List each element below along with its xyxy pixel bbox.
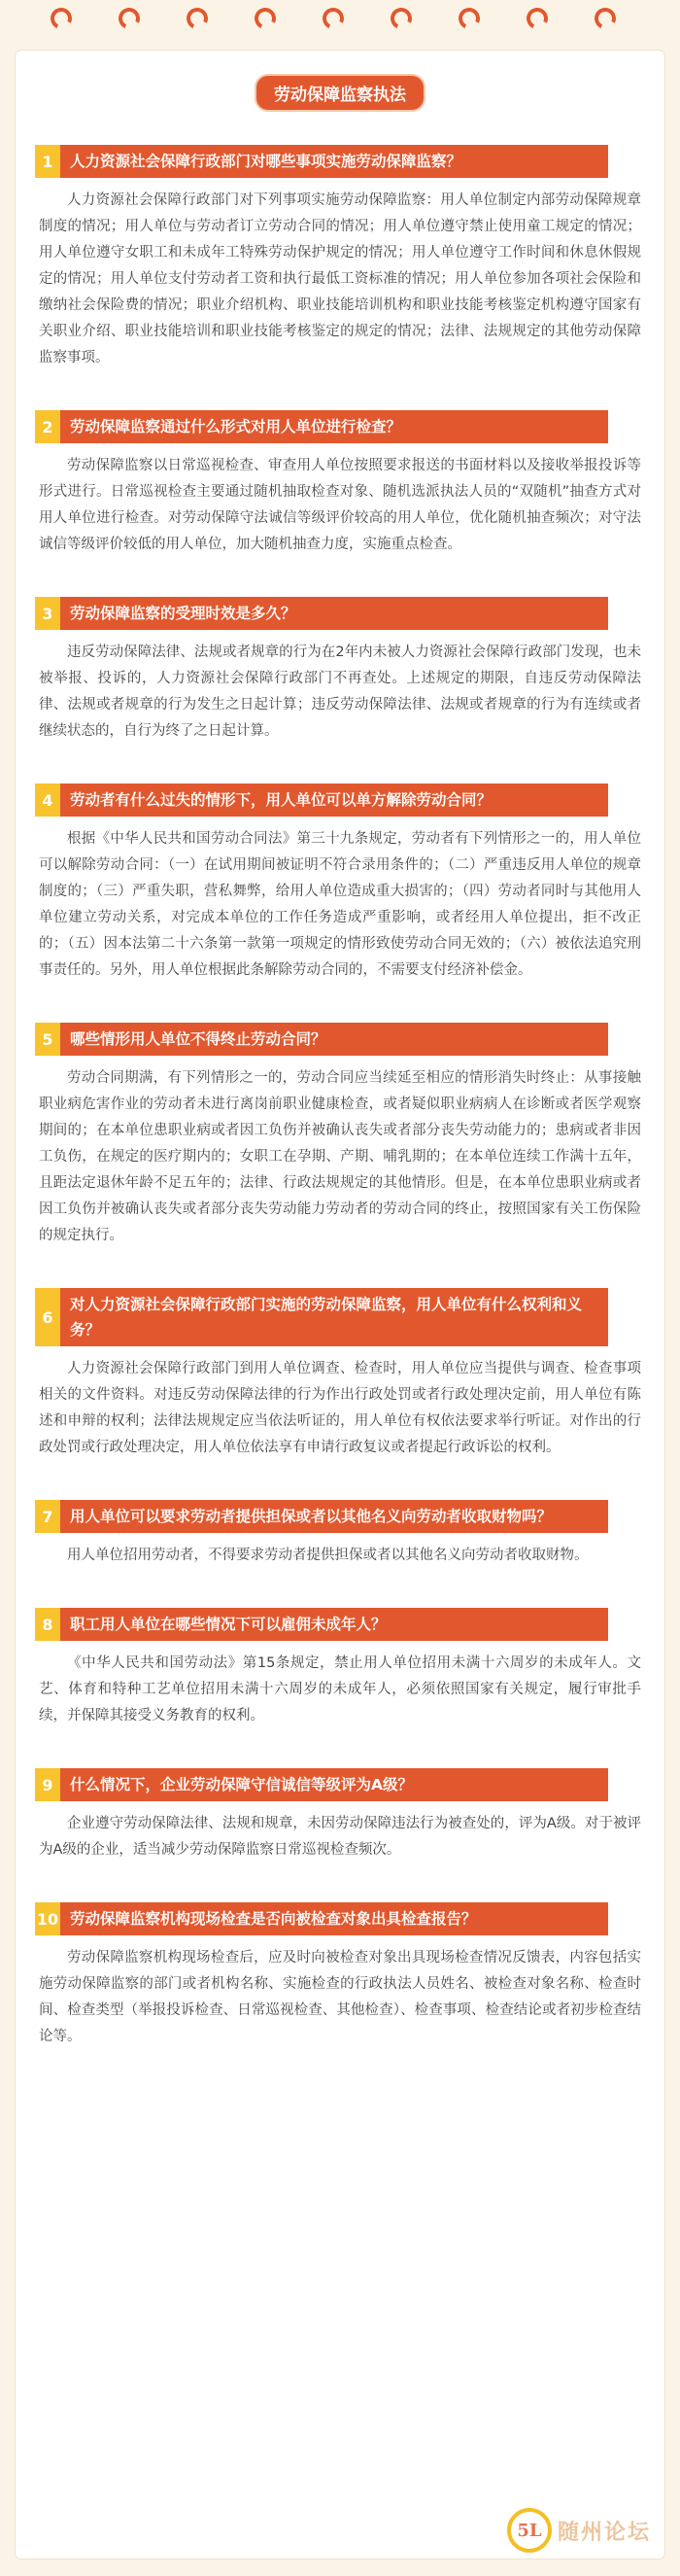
ring-icon — [184, 5, 211, 32]
site-name: 随州论坛 — [557, 2520, 651, 2545]
question-text: 什么情况下，企业劳动保障守信诚信等级评为A级？ — [70, 1776, 413, 1793]
answer-text: 根据《中华人民共和国劳动合同法》第三十九条规定，劳动者有下列情形之一的，用人单位可以解除劳动合同：（一）在试用期间被证明不符合录用条件的；（二）严重违反用人单位的规章制度的；（三）严重失职，营私舞弊，给用人单位造成重大损害的；（四）劳动者同时与其他用人单位建立劳动关系，对完成本单位的工作任务造成严重影响，或者经用人单位提出，拒不改正的；（五）因本法第二十六条第一款第一项规定的情形致使劳动合同无效的；（六）被依法追究刑事责任的。另外，用人单位根据此条解除劳动合同的，不需要支付经济补偿金。 — [39, 831, 641, 978]
answer-text: 用人单位招用劳动者，不得要求劳动者提供担保或者以其他名义向劳动者收取财物。 — [67, 1548, 589, 1563]
question-header — [35, 1500, 608, 1533]
question-header — [35, 145, 608, 178]
question-text: 劳动保障监察的受理时效是多久？ — [70, 605, 296, 622]
ring-icon — [48, 5, 75, 32]
question-header — [35, 1608, 608, 1641]
question-text: 职工用人单位在哪些情况下可以雇佣未成年人？ — [70, 1616, 387, 1633]
question-header — [35, 410, 608, 443]
question-header — [35, 1902, 608, 1935]
qa-section — [35, 1288, 645, 1461]
question-text: 人力资源社会保障行政部门对哪些事项实施劳动保障监察？ — [70, 153, 462, 170]
qa-section — [35, 145, 645, 371]
ring-icon — [252, 5, 279, 32]
answer-text: 劳动保障监察以日常巡视检查、审查用人单位按照要求报送的书面材料以及接收举报投诉等形式进行。日常巡视检查主要通过随机抽取检查对象、随机选派执法人员的“双随机”抽查方式对用人单位进行检查。对劳动保障守法诚信等级评价较高的用人单位，优化随机抽查频次；对守法诚信等级评价较低的用人单位，加大随机抽查力度，实施重点检查。 — [39, 458, 641, 552]
question-header — [35, 783, 608, 817]
title-wrap — [35, 74, 645, 112]
question-number: 9 — [35, 1768, 60, 1801]
qa-section — [35, 1500, 645, 1569]
site-logo-icon: 5L — [507, 2508, 552, 2553]
answer-text: 违反劳动保障法律、法规或者规章的行为在2年内未被人力资源社会保障行政部门发现，也未被举报、投诉的，人力资源社会保障行政部门不再查处。上述规定的期限，自违反劳动保障法律、法规或者规章的行为发生之日起计算；违反劳动保障法律、法规或者规章的行为有连续或者继续状态的，自行为终了之日起计算。 — [39, 644, 641, 739]
question-text: 劳动保障监察通过什么形式对用人单位进行检查？ — [70, 418, 402, 435]
answer-text: 劳动合同期满，有下列情形之一的，劳动合同应当续延至相应的情形消失时终止：从事接触职业病危害作业的劳动者未进行离岗前职业健康检查，或者疑似职业病病人在诊断或者医学观察期间的；在本单位患职业病或者因工负伤并被确认丧失或者部分丧失劳动能力的；患病或者非因工负伤，在规定的医疗期内的；女职工在孕期、产期、哺乳期的；在本单位连续工作满十五年，且距法定退休年龄不足五年的；法律、行政法规规定的其他情形。但是，在本单位患职业病或者因工负伤并被确认丧失或者部分丧失劳动能力劳动者的劳动合同的终止，按照国家有关工伤保险的规定执行。 — [39, 1070, 641, 1243]
qa-section — [35, 783, 645, 984]
question-text: 用人单位可以要求劳动者提供担保或者以其他名义向劳动者收取财物吗？ — [70, 1508, 553, 1525]
ring-icon — [116, 5, 143, 32]
answer-text: 人力资源社会保障行政部门到用人单位调查、检查时，用人单位应当提供与调查、检查事项相关的文件资料。对违反劳动保障法律的行为作出行政处罚或者行政处理决定前，用人单位有陈述和申辩的权利；法律法规规定应当依法听证的，用人单位有权依法要求举行听证。对作出的行政处罚或行政处理决定，用人单位依法享有申请行政复议或者提起行政诉讼的权利。 — [39, 1361, 641, 1455]
qa-section — [35, 1023, 645, 1249]
answer-text: 《中华人民共和国劳动法》第15条规定，禁止用人单位招用未满十六周岁的未成年人。文艺、体育和特种工艺单位招用未满十六周岁的未成年人，必须依照国家有关规定，履行审批手续，并保障其接受义务教育的权利。 — [39, 1655, 641, 1723]
question-header — [35, 597, 608, 630]
question-header — [35, 1768, 608, 1801]
question-number: 2 — [35, 410, 60, 443]
site-watermark — [507, 2508, 651, 2553]
question-text: 对人力资源社会保障行政部门实施的劳动保障监察，用人单位有什么权利和义务？ — [70, 1296, 583, 1339]
answer-text: 人力资源社会保障行政部门对下列事项实施劳动保障监察：用人单位制定内部劳动保障规章制度的情况；用人单位与劳动者订立劳动合同的情况；用人单位遵守禁止使用童工规定的情况；用人单位遵守女职工和未成年工特殊劳动保护规定的情况；用人单位遵守工作时间和休息休假规定的情况；用人单位支付劳动者工资和执行最低工资标准的情况；用人单位参加各项社会保险和缴纳社会保险费的情况；职业介绍机构、职业技能培训机构和职业技能考核鉴定机构遵守国家有关职业介绍、职业技能培训和职业技能考核鉴定的规定的情况；法律、法规规定的其他劳动保障监察事项。 — [39, 192, 641, 366]
question-number: 10 — [35, 1902, 60, 1935]
ring-icon — [320, 5, 347, 32]
answer-text: 劳动保障监察机构现场检查后，应及时向被检查对象出具现场检查情况反馈表，内容包括实施劳动保障监察的部门或者机构名称、实施检查的行政执法人员姓名、被检查对象名称、检查时间、检查类型（举报投诉检查、日常巡视检查、其他检查）、检查事项、检查结论或者初步检查结论等。 — [39, 1950, 641, 2044]
ring-icon — [388, 5, 415, 32]
question-text: 哪些情形用人单位不得终止劳动合同？ — [70, 1030, 326, 1048]
page-title: 劳动保障监察执法 — [255, 74, 425, 112]
question-text: 劳动者有什么过失的情形下，用人单位可以单方解除劳动合同？ — [70, 791, 493, 809]
qa-section — [35, 410, 645, 558]
question-text: 劳动保障监察机构现场检查是否向被检查对象出具检查报告？ — [70, 1910, 477, 1928]
qa-section — [35, 1608, 645, 1729]
ring-icon — [456, 5, 483, 32]
question-number: 6 — [35, 1288, 60, 1346]
question-number: 8 — [35, 1608, 60, 1641]
question-header — [35, 1288, 608, 1346]
question-number: 3 — [35, 597, 60, 630]
question-number: 4 — [35, 783, 60, 817]
content-card — [16, 51, 664, 2559]
qa-section — [35, 1768, 645, 1863]
qa-section — [35, 1902, 645, 2050]
decorative-rings — [16, 0, 664, 51]
ring-icon — [592, 5, 619, 32]
question-number: 7 — [35, 1500, 60, 1533]
question-number: 5 — [35, 1023, 60, 1056]
ring-icon — [524, 5, 551, 32]
question-number: 1 — [35, 145, 60, 178]
qa-section — [35, 597, 645, 745]
question-header — [35, 1023, 608, 1056]
answer-text: 企业遵守劳动保障法律、法规和规章，未因劳动保障违法行为被查处的，评为A级。对于被评为A级的企业，适当减少劳动保障监察日常巡视检查频次。 — [39, 1816, 641, 1858]
